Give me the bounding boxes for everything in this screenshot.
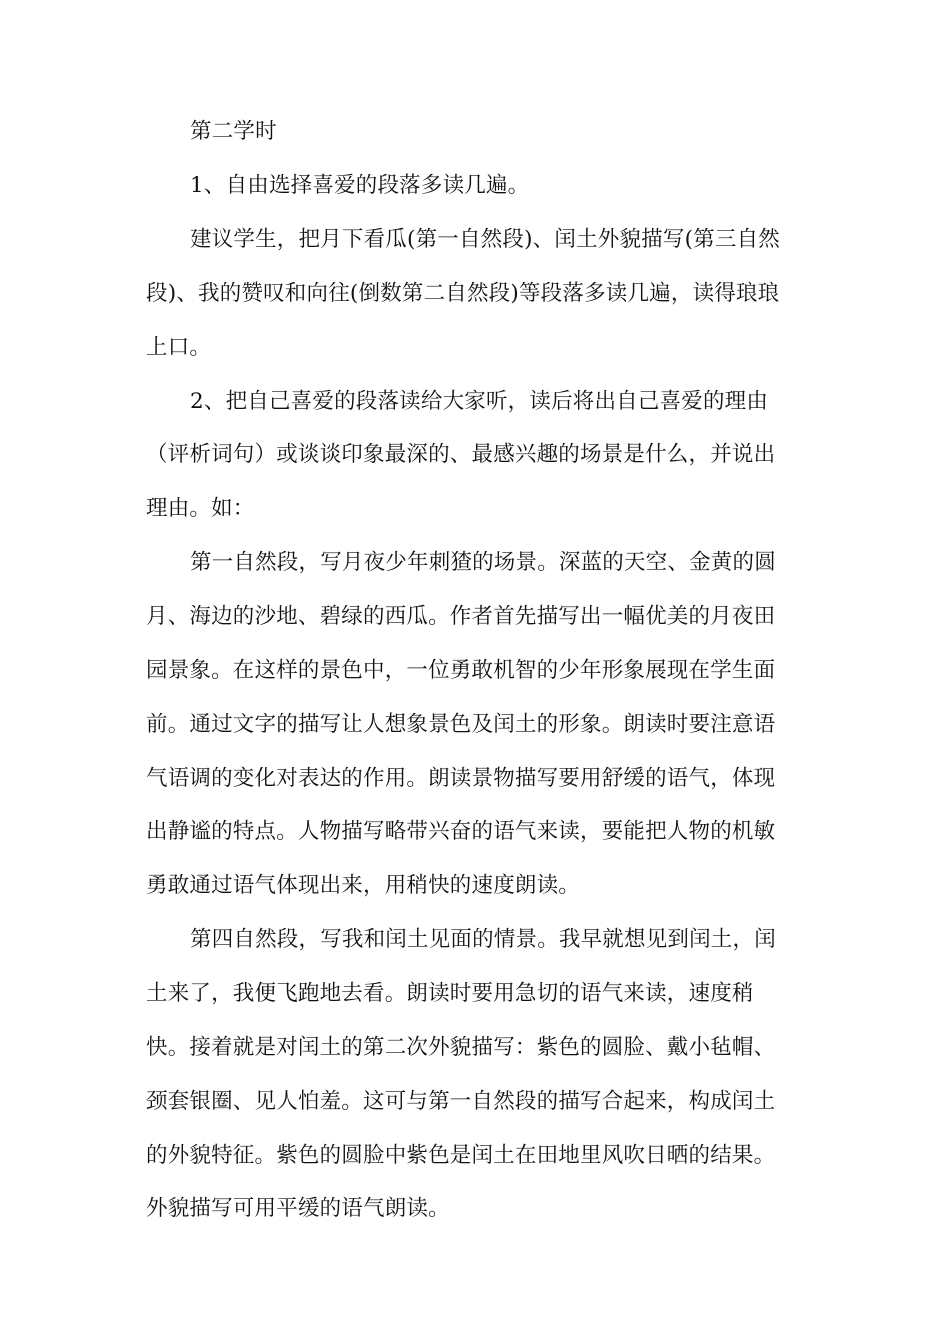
paragraph-line: 外貌描写可用平缓的语气朗读。 [146,1196,450,1221]
paragraph-line: 前。通过文字的描写让人想象景色及闰土的形象。朗读时要注意语 [146,712,776,737]
paragraph-line: 第四自然段，写我和闰土见面的情景。我早就想见到闰土，闰 [190,927,776,952]
paragraph-line: 出静谧的特点。人物描写略带兴奋的语气来读，要能把人物的机敏 [146,819,776,844]
paragraph-line: 快。接着就是对闰土的第二次外貌描写：紫色的圆脸、戴小毡帽、 [146,1035,776,1060]
paragraph-line: 2、把自己喜爱的段落读给大家听，读后将出自己喜爱的理由 [190,389,769,414]
paragraph-line: 园景象。在这样的景色中，一位勇敢机智的少年形象展现在学生面 [146,658,776,683]
paragraph-line: 段)、我的赞叹和向往(倒数第二自然段)等段落多读几遍，读得琅琅 [146,281,780,306]
paragraph-line: 月、海边的沙地、碧绿的西瓜。作者首先描写出一幅优美的月夜田 [146,604,776,629]
paragraph-line: （评析词句）或谈谈印象最深的、最感兴趣的场景是什么，并说出 [146,442,776,467]
paragraph-line: 上口。 [146,335,212,360]
paragraph-line: 颈套银圈、见人怕羞。这可与第一自然段的描写合起来，构成闰土 [146,1089,776,1114]
paragraph-line: 建议学生，把月下看瓜(第一自然段)、闰土外貌描写(第三自然 [190,227,780,252]
paragraph-line: 第一自然段，写月夜少年刺猹的场景。深蓝的天空、金黄的圆 [190,550,776,575]
paragraph-line: 的外貌特征。紫色的圆脸中紫色是闰土在田地里风吹日晒的结果。 [146,1143,776,1168]
paragraph-line: 勇敢通过语气体现出来，用稍快的速度朗读。 [146,873,581,898]
section-heading: 第二学时 [190,119,277,144]
paragraph-line: 气语调的变化对表达的作用。朗读景物描写要用舒缓的语气，体现 [146,766,776,791]
paragraph-line: 土来了，我便飞跑地去看。朗读时要用急切的语气来读，速度稍 [146,981,754,1006]
paragraph-line: 1、自由选择喜爱的段落多读几遍。 [190,173,530,198]
paragraph-line: 理由。如： [146,496,255,521]
